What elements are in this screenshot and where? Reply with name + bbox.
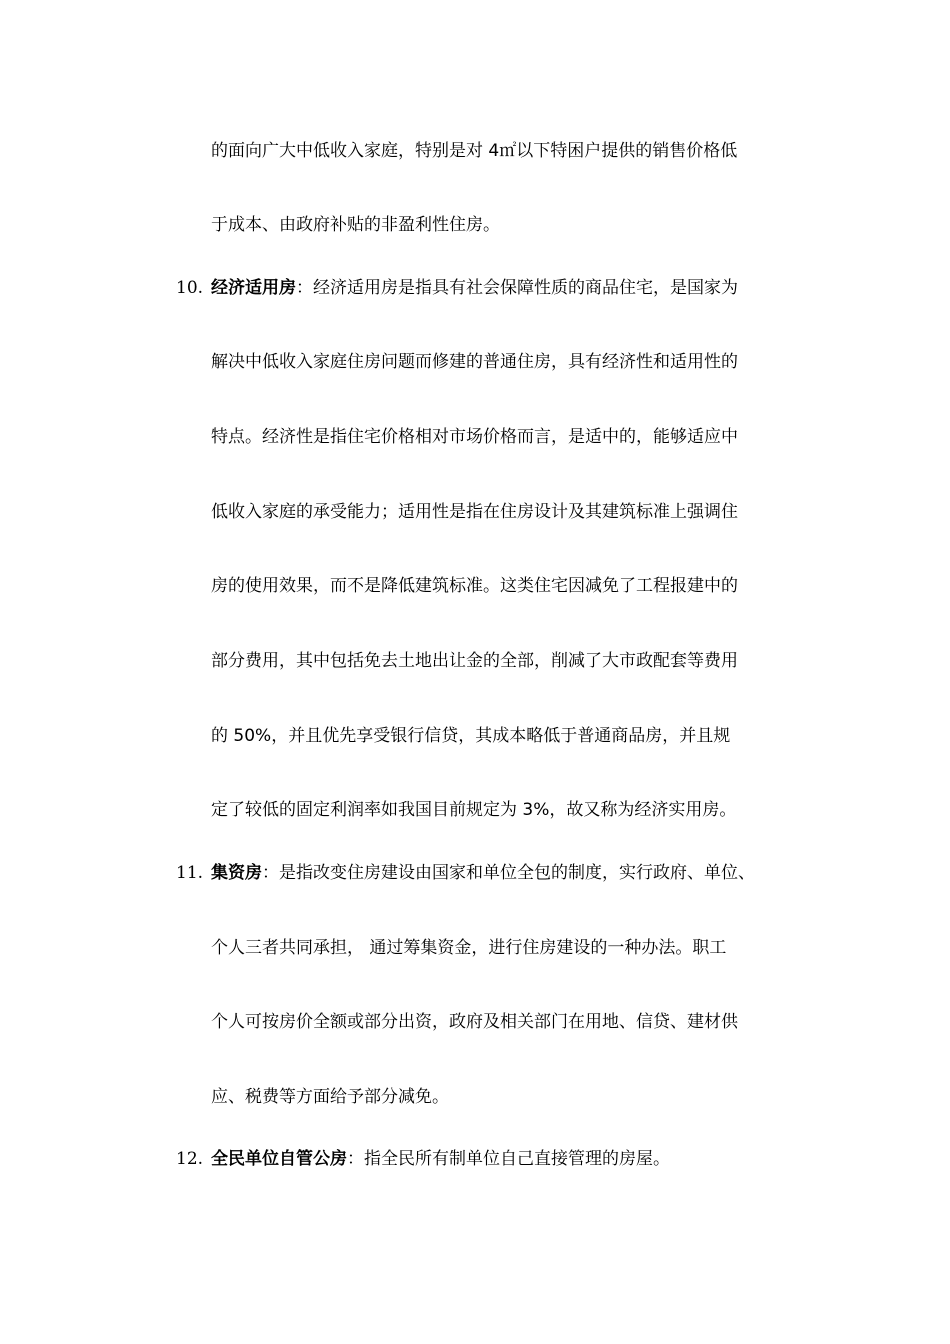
item-10-line-5: 房的使用效果，而不是降低建筑标准。这类住宅因减免了工程报建中的 bbox=[211, 576, 738, 596]
item-10-first-line bbox=[211, 278, 738, 298]
item-10-line-2: 解决中低收入家庭住房问题而修建的普通住房，具有经济性和适用性的 bbox=[211, 352, 738, 372]
continuation-line-2: 于成本、由政府补贴的非盈利性住房。 bbox=[211, 215, 500, 235]
item-10-first-text: ：经济适用房是指具有社会保障性质的商品住宅，是国家为 bbox=[296, 278, 738, 298]
continuation-line-1: 的面向广大中低收入家庭，特别是对 4㎡以下特困户提供的销售价格低 bbox=[211, 141, 738, 161]
item-11-line-3: 个人可按房价全额或部分出资，政府及相关部门在用地、信贷、建材供 bbox=[211, 1012, 738, 1032]
item-10-line-6: 部分费用，其中包括免去土地出让金的全部，削减了大市政配套等费用 bbox=[211, 651, 738, 671]
item-number-10: 10. bbox=[176, 278, 204, 298]
item-12-first-line bbox=[211, 1149, 670, 1169]
item-12-term: 全民单位自管公房 bbox=[211, 1149, 347, 1169]
item-10-term: 经济适用房 bbox=[211, 278, 296, 298]
item-10-line-7: 的 50%，并且优先享受银行信贷，其成本略低于普通商品房，并且规 bbox=[211, 726, 731, 746]
item-10-line-4: 低收入家庭的承受能力；适用性是指在住房设计及其建筑标准上强调住 bbox=[211, 502, 738, 522]
item-12-first-text: ：指全民所有制单位自己直接管理的房屋。 bbox=[347, 1149, 670, 1169]
item-11-first-line bbox=[211, 863, 755, 883]
item-number-11: 11. bbox=[176, 863, 204, 883]
item-10-line-8: 定了较低的固定利润率如我国目前规定为 3%，故又称为经济实用房。 bbox=[211, 800, 737, 820]
item-11-line-2: 个人三者共同承担， 通过筹集资金，进行住房建设的一种办法。职工 bbox=[211, 938, 727, 958]
item-11-term: 集资房 bbox=[211, 863, 262, 883]
item-10-line-3: 特点。经济性是指住宅价格相对市场价格而言，是适中的，能够适应中 bbox=[211, 427, 738, 447]
item-11-first-text: ：是指改变住房建设由国家和单位全包的制度，实行政府、单位、 bbox=[262, 863, 755, 883]
item-number-12: 12. bbox=[176, 1149, 204, 1169]
item-11-line-4: 应、税费等方面给予部分减免。 bbox=[211, 1087, 449, 1107]
